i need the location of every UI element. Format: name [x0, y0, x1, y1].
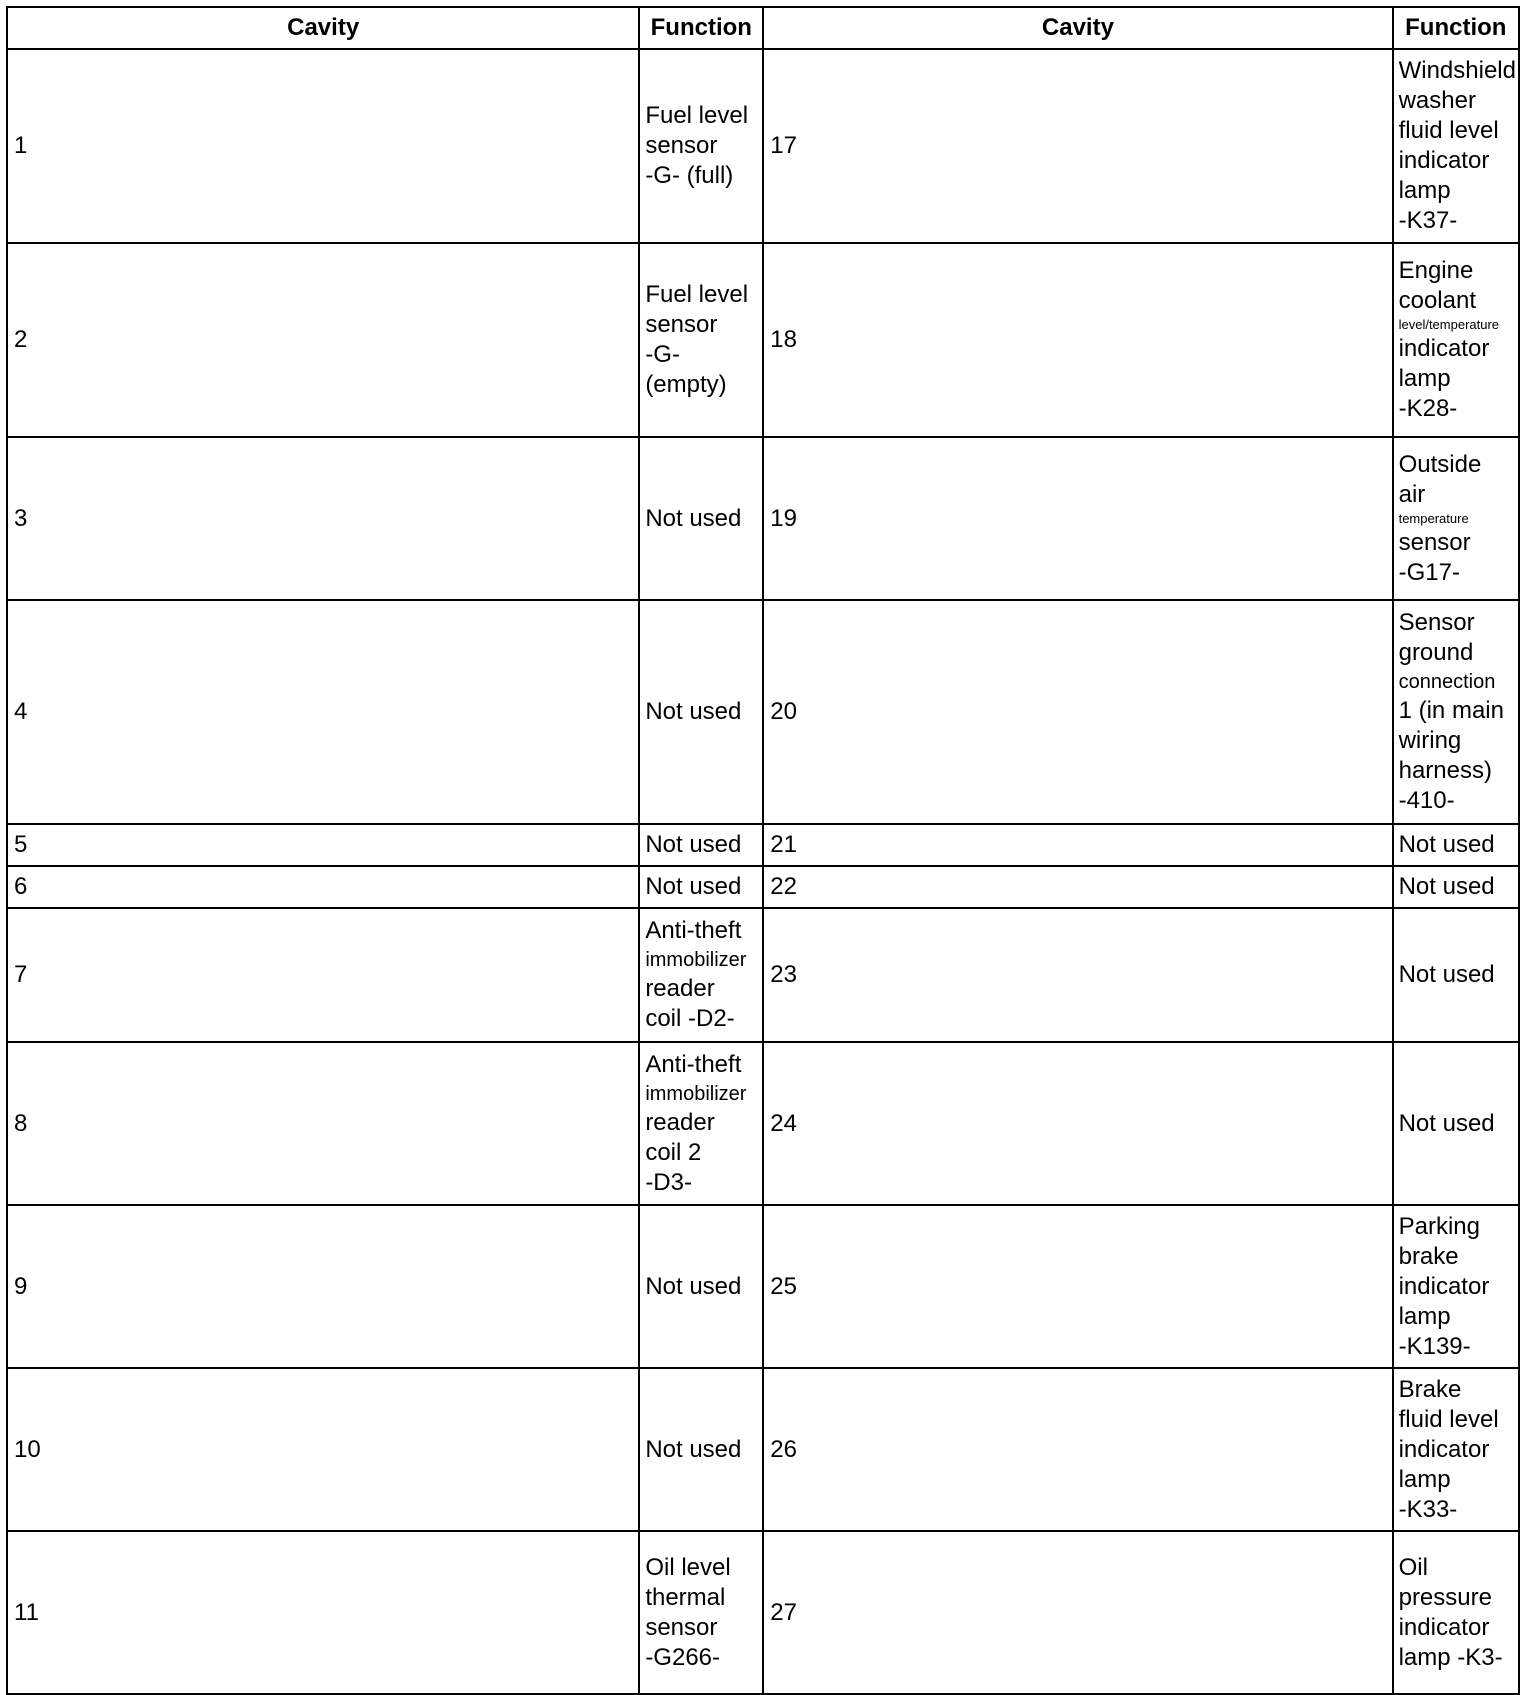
table-row — [7, 600, 1519, 824]
function-line: sensor — [645, 1613, 718, 1641]
function-line: reader — [645, 1108, 715, 1136]
function-line: lamp — [1398, 365, 1451, 392]
function-line: temperature — [1398, 510, 1469, 526]
function-right — [1393, 1205, 1519, 1368]
cavity-function-table — [6, 6, 1520, 1695]
function-left — [639, 1042, 763, 1205]
cavity-right: 25 — [763, 1205, 1392, 1368]
cavity-left: 11 — [7, 1531, 639, 1694]
table-row — [7, 1531, 1519, 1694]
function-line: -410- — [1398, 787, 1455, 814]
function-line: wiring — [1398, 727, 1462, 754]
function-line: Not used — [645, 1435, 742, 1463]
function-line: Not used — [1398, 1109, 1495, 1137]
function-line: (empty) — [645, 371, 727, 398]
function-line: Not used — [645, 698, 742, 725]
function-line: harness) — [1398, 757, 1492, 784]
function-line: indicator — [1398, 147, 1490, 174]
function-line: washer — [1398, 87, 1476, 114]
cavity-right: 23 — [763, 908, 1392, 1042]
function-left — [639, 437, 763, 600]
function-line: -D3- — [645, 1168, 692, 1196]
function-line: Anti-theft — [645, 917, 742, 944]
header-row — [7, 7, 1519, 49]
cavity-right: 21 — [763, 824, 1392, 866]
function-line: immobilizer — [645, 949, 747, 971]
function-line: Not used — [1398, 831, 1495, 858]
table-row — [7, 908, 1519, 1042]
function-right — [1393, 1531, 1519, 1694]
function-line: indicator — [1398, 1613, 1490, 1641]
cavity-right: 17 — [763, 49, 1392, 243]
function-line: Brake — [1398, 1375, 1462, 1403]
function-right — [1393, 866, 1519, 908]
function-line: -G- — [645, 341, 680, 368]
cavity-left: 3 — [7, 437, 639, 600]
header-function-left: Function — [639, 7, 763, 49]
function-right — [1393, 1368, 1519, 1531]
function-line: -K33- — [1398, 1495, 1458, 1523]
function-line: lamp — [1398, 177, 1451, 204]
cavity-left: 10 — [7, 1368, 639, 1531]
function-line: air — [1398, 480, 1426, 508]
function-line: reader — [645, 975, 715, 1002]
function-line: Not used — [645, 1272, 742, 1300]
function-line: -G- (full) — [645, 162, 734, 189]
cavity-left: 8 — [7, 1042, 639, 1205]
cavity-left: 4 — [7, 600, 639, 824]
function-line: -K37- — [1398, 207, 1458, 234]
table-row — [7, 243, 1519, 437]
cavity-left: 9 — [7, 1205, 639, 1368]
function-line: Parking — [1398, 1212, 1480, 1240]
cavity-left: 5 — [7, 824, 639, 866]
function-left — [639, 866, 763, 908]
cavity-right: 24 — [763, 1042, 1392, 1205]
function-left — [639, 824, 763, 866]
function-right — [1393, 1042, 1519, 1205]
function-line: fluid level — [1398, 1405, 1499, 1433]
function-line: Oil level — [645, 1553, 731, 1581]
cavity-left: 7 — [7, 908, 639, 1042]
function-line: indicator — [1398, 1435, 1490, 1463]
function-left — [639, 243, 763, 437]
function-line: lamp — [1398, 1465, 1451, 1493]
function-line: Fuel level — [645, 102, 749, 129]
function-left — [639, 908, 763, 1042]
cavity-right: 20 — [763, 600, 1392, 824]
header-cavity-right: Cavity — [763, 7, 1392, 49]
function-line: brake — [1398, 1242, 1459, 1270]
function-line: Sensor — [1398, 609, 1475, 636]
function-left — [639, 1531, 763, 1694]
cavity-right: 19 — [763, 437, 1392, 600]
cavity-right: 22 — [763, 866, 1392, 908]
function-line: connection — [1398, 671, 1496, 693]
function-line: indicator — [1398, 1272, 1490, 1300]
function-line: -K139- — [1398, 1332, 1471, 1360]
table-row — [7, 866, 1519, 908]
function-line: thermal — [645, 1583, 726, 1611]
cavity-left: 6 — [7, 866, 639, 908]
function-line: coil 2 — [645, 1138, 702, 1166]
function-right — [1393, 824, 1519, 866]
cavity-right: 27 — [763, 1531, 1392, 1694]
cavity-left: 2 — [7, 243, 639, 437]
function-line: pressure — [1398, 1583, 1492, 1611]
function-line: ground — [1398, 639, 1474, 666]
table-row — [7, 1042, 1519, 1205]
function-line: sensor — [645, 311, 718, 338]
function-line: level/temperature — [1398, 317, 1500, 332]
function-left — [639, 49, 763, 243]
function-line: Not used — [1398, 961, 1495, 988]
function-left — [639, 1368, 763, 1531]
function-line: Oil — [1398, 1553, 1428, 1581]
header-cavity-left: Cavity — [7, 7, 639, 49]
function-line: Windshield — [1398, 57, 1516, 84]
function-right — [1393, 243, 1519, 437]
function-line: Outside — [1398, 450, 1482, 478]
function-line: Not used — [645, 504, 742, 532]
function-left — [639, 600, 763, 824]
function-line: -K28- — [1398, 395, 1458, 422]
function-line: Engine — [1398, 257, 1474, 284]
function-line: -G17- — [1398, 558, 1460, 586]
function-line: indicator — [1398, 335, 1490, 362]
function-line: Fuel level — [645, 281, 749, 308]
cavity-left: 1 — [7, 49, 639, 243]
function-line: Anti-theft — [645, 1050, 742, 1078]
function-line: fluid level — [1398, 117, 1499, 144]
table-row — [7, 437, 1519, 600]
function-line: sensor — [1398, 528, 1471, 556]
function-line: sensor — [645, 132, 718, 159]
function-line: Not used — [645, 831, 742, 858]
function-line: coil -D2- — [645, 1005, 735, 1032]
table-row — [7, 1368, 1519, 1531]
function-line: immobilizer — [645, 1082, 747, 1105]
function-line: -G266- — [645, 1643, 721, 1671]
function-right — [1393, 437, 1519, 600]
header-function-right: Function — [1393, 7, 1519, 49]
function-left — [639, 1205, 763, 1368]
function-line: coolant — [1398, 287, 1476, 314]
cavity-right: 26 — [763, 1368, 1392, 1531]
table-row — [7, 824, 1519, 866]
function-line: lamp -K3- — [1398, 1643, 1503, 1671]
function-line: lamp — [1398, 1302, 1451, 1330]
function-line: 1 (in main — [1398, 697, 1504, 724]
table-row — [7, 1205, 1519, 1368]
function-line: Not used — [645, 873, 742, 900]
function-right — [1393, 600, 1519, 824]
table-row — [7, 49, 1519, 243]
cavity-right: 18 — [763, 243, 1392, 437]
function-right — [1393, 49, 1519, 243]
function-right — [1393, 908, 1519, 1042]
function-line: Not used — [1398, 873, 1495, 900]
